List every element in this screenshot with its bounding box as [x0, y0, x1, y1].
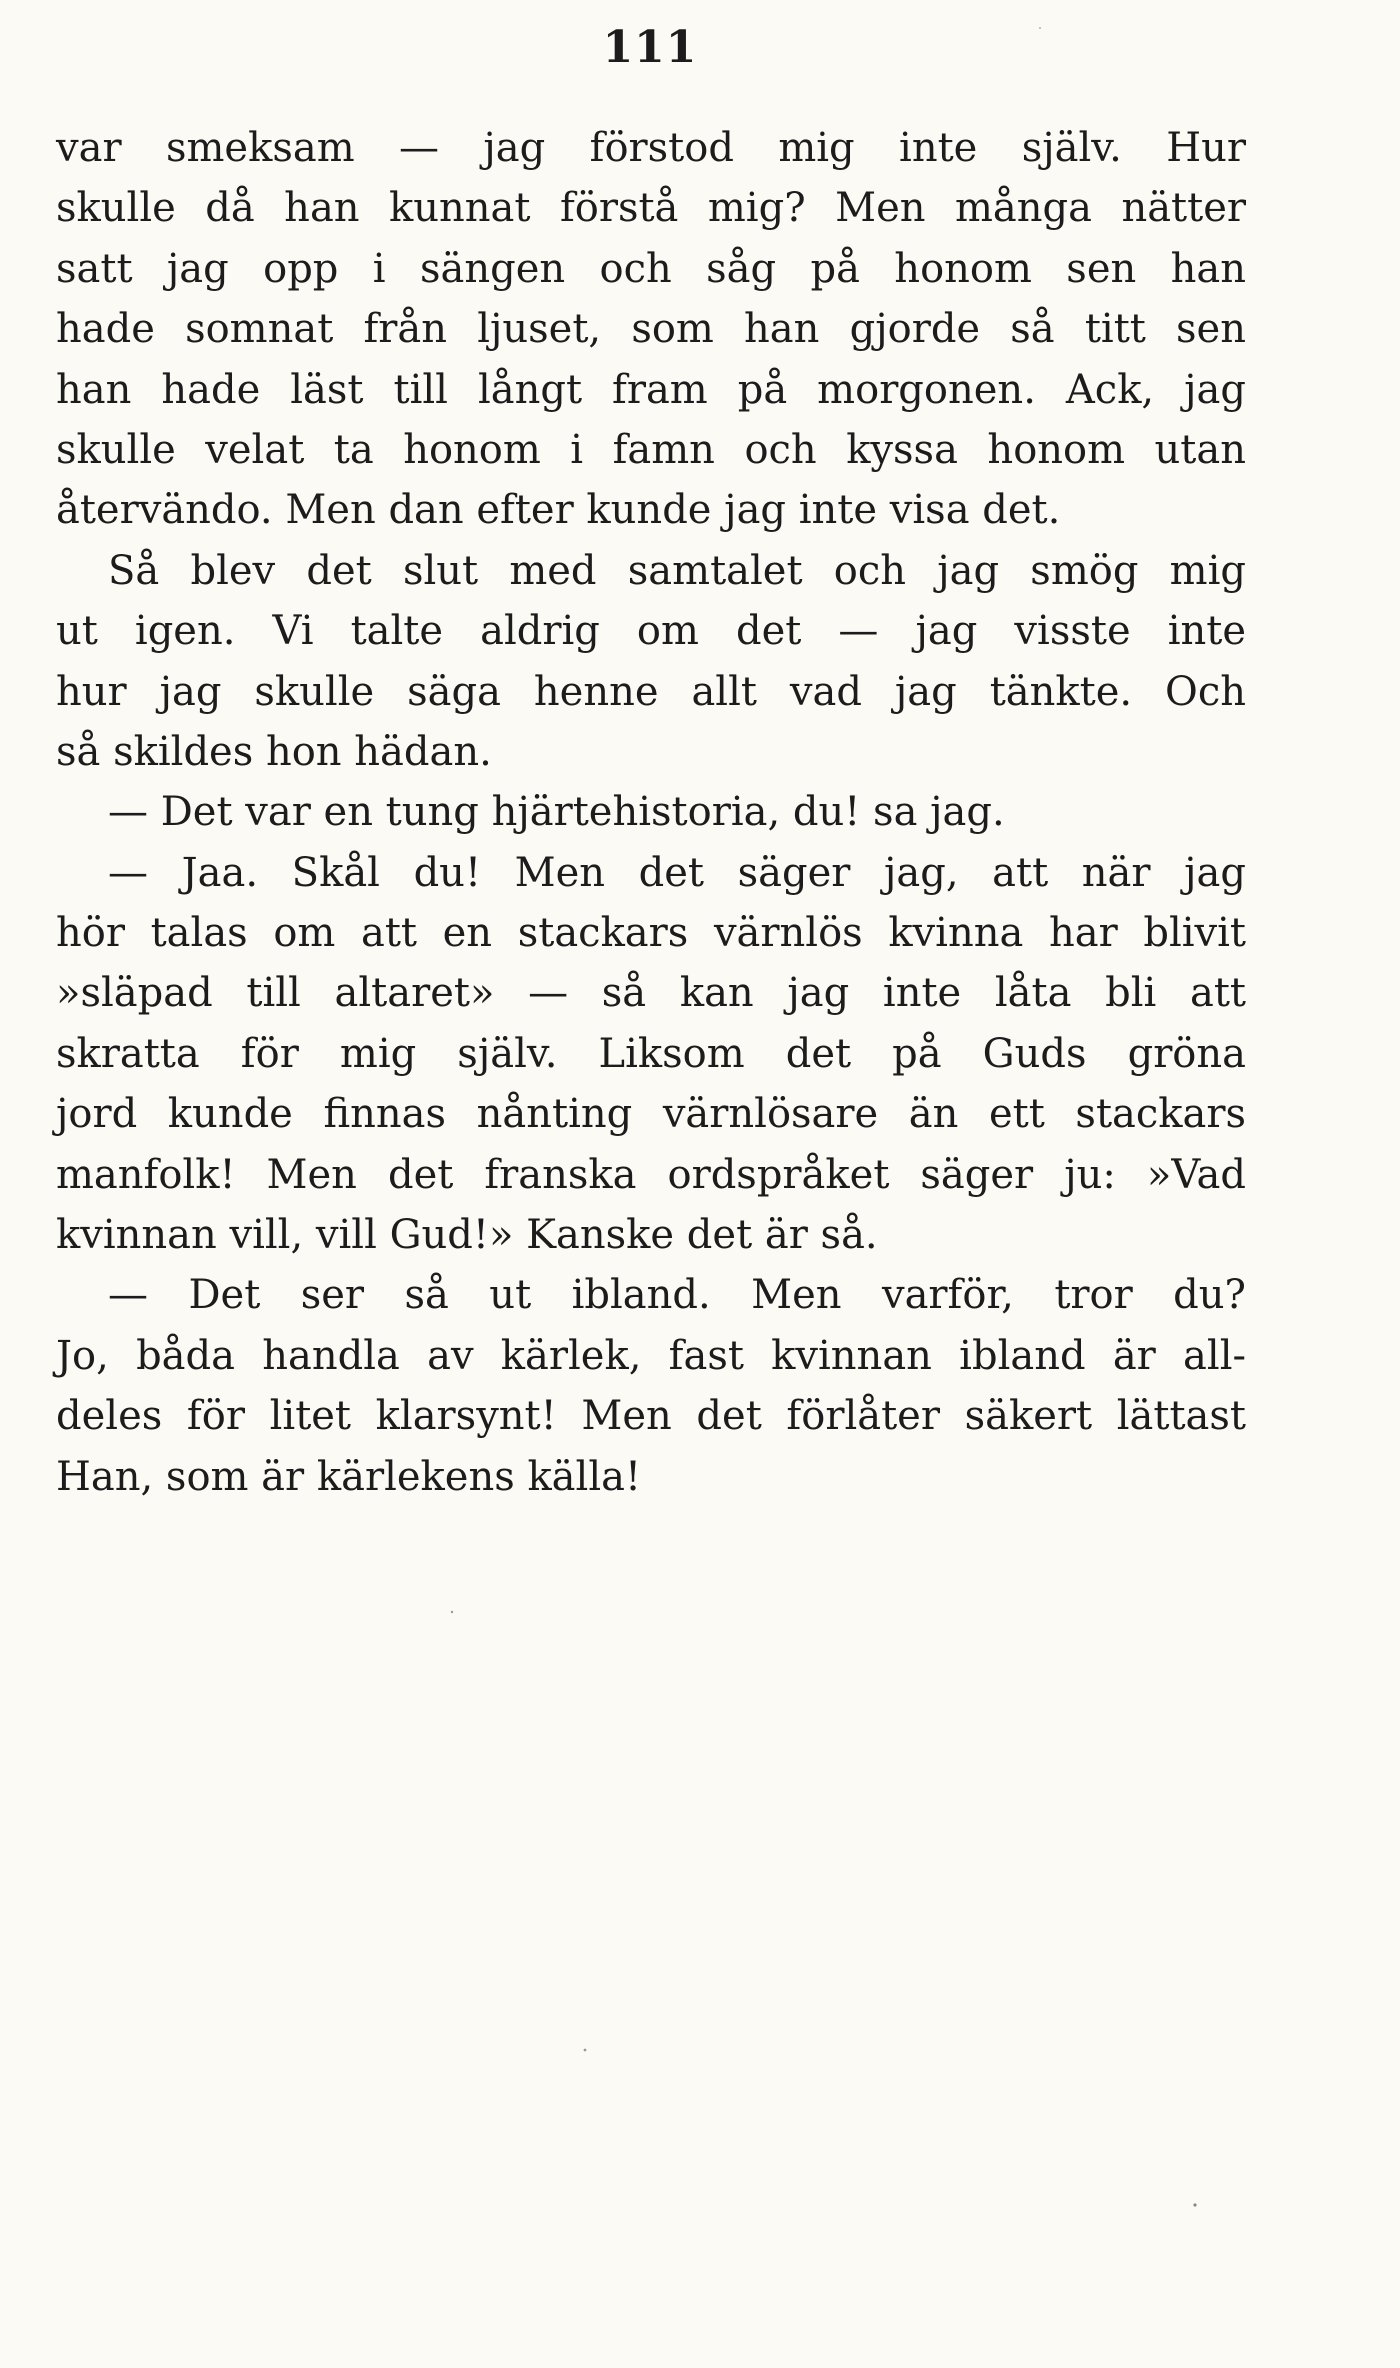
body-text [56, 118, 1246, 1507]
text-line: hur jag skulle säga henne allt vad jag tänkte. Och [56, 668, 1246, 715]
text-line: så skildes hon hädan. [56, 728, 492, 775]
paper-speck [584, 2049, 587, 2052]
text-line: satt jag opp i sängen och såg på honom sen han [56, 245, 1246, 292]
paragraph-start-line: — Det ser så ut ibland. Men varför, tror du? [108, 1272, 1246, 1319]
text-line: ut igen. Vi talte aldrig om det — jag visste inte [56, 608, 1246, 655]
paragraph-start-line: Så blev det slut med samtalet och jag smög mig [108, 547, 1246, 594]
text-line: skulle då han kunnat förstå mig? Men många nätter [56, 185, 1246, 232]
paper-speck [1193, 2203, 1196, 2206]
text-line: »släpad till altaret» — så kan jag inte låta bli att [56, 970, 1246, 1017]
text-line: manfolk! Men det franska ordspråket säger ju: »Vad [56, 1151, 1246, 1198]
text-line: återvändo. Men dan efter kunde jag inte visa det. [56, 487, 1061, 534]
text-line: hade somnat från ljuset, som han gjorde så titt sen [56, 306, 1246, 353]
text-line: skratta för mig själv. Liksom det på Guds gröna [56, 1030, 1246, 1077]
text-line: Han, som är kärlekens källa! [56, 1453, 642, 1500]
text-line: var smeksam — jag förstod mig inte själv. Hur [56, 125, 1246, 171]
text-line: kvinnan vill, vill Gud!» Kanske det är så. [56, 1212, 878, 1259]
text-line: jord kunde finnas nånting värnlösare än ett stackars [56, 1091, 1246, 1138]
paper-speck [451, 1611, 453, 1613]
paragraph-start-line: — Jaa. Skål du! Men det säger jag, att när jag [108, 849, 1246, 896]
text-line: han hade läst till långt fram på morgonen. Ack, jag [56, 366, 1246, 413]
text-line: Jo, båda handla av kärlek, fast kvinnan ibland är all- [56, 1332, 1246, 1379]
page-number: 111 [602, 22, 698, 73]
text-line: deles för litet klarsynt! Men det förlåter säkert lättast [56, 1393, 1246, 1440]
text-line: hör talas om att en stackars värnlös kvinna har blivit [56, 910, 1246, 957]
paragraph-start-line: — Det var en tung hjärtehistoria, du! sa jag. [108, 789, 1005, 836]
text-line: skulle velat ta honom i famn och kyssa honom utan [56, 426, 1246, 473]
